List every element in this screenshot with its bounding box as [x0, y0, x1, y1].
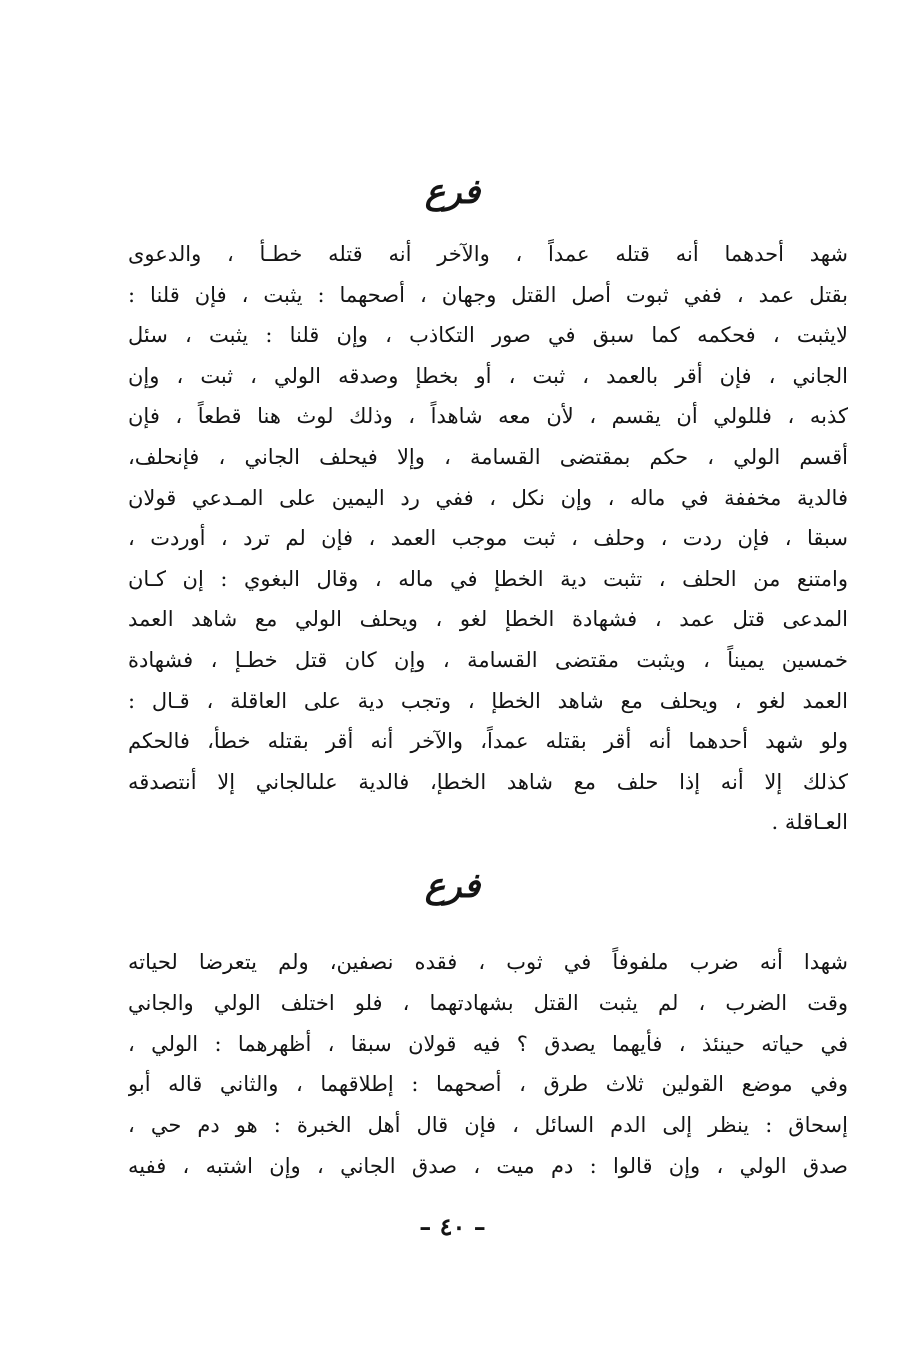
section-2-line: وفي موضع القولين ثلاث طرق ، أصحهما : إطلاقهما ، والثاني قاله أبو: [128, 1072, 848, 1097]
section-1-line: شهد أحدهما أنه قتله عمداً ، والآخر أنه قتله خطـأ ، والدعوى: [128, 242, 848, 266]
section-1-line: أقسم الولي ، حكم بمقتضى القسامة ، وإلا فيحلف الجاني ، فإنحلف،: [128, 444, 848, 469]
section-2-line: في حياته حينئذ ، فأيهما يصدق ؟ فيه قولان سبقا ، أظهرهما : الولي ،: [128, 1031, 848, 1056]
section-1-line: بقتل عمد ، ففي ثبوت أصل القتل وجهان ، أصحهما : يثبت ، فإن قلنا :: [128, 282, 848, 307]
section-1-line: لايثبت ، فحكمه كما سبق في صور التكاذب ، وإن قلنا : يثبت ، سئل: [128, 323, 848, 348]
section-1-line: خمسين يميناً ، ويثبت مقتضى القسامة ، وإن كان قتل خطـإ ، فشهادة: [128, 647, 848, 672]
section-2-heading: فرع: [424, 866, 481, 906]
section-1-line: وامتنع من الحلف ، تثبت دية الخطإ في ماله ، وقال البغوي : إن كـان: [128, 566, 848, 591]
section-1-line: الجاني ، فإن أقر بالعمد ، ثبت ، أو بخطإ وصدقه الولي ، ثبت ، وإن: [128, 363, 848, 388]
section-1-line: ولو شهد أحدهما أنه أقر بقتله عمداً، والآخر أنه أقر بقتله خطأ، فالحكم: [128, 729, 848, 754]
section-1-line: كذبه ، فللولي أن يقسم ، لأن معه شاهداً ، وذلك لوث هنا قطعاً ، فإن: [128, 404, 848, 429]
section-1-line: فالدية مخففة في ماله ، وإن نكل ، ففي رد اليمين على المـدعي قولان: [128, 485, 848, 510]
section-1-line: العمد لغو ، ويحلف مع شاهد الخطإ ، وتجب دية على العاقلة ، قـال :: [128, 688, 848, 713]
section-1-line: سبقا ، فإن ردت ، وحلف ، ثبت موجب العمد ، فإن لم ترد ، أوردت ،: [128, 526, 848, 551]
section-1-heading: فرع: [424, 172, 481, 212]
section-1-line: العـاقلة .: [771, 810, 848, 835]
section-2-line: صدق الولي ، وإن قالوا : دم ميت ، صدق الجاني ، وإن اشتبه ، ففيه: [128, 1153, 848, 1178]
section-1-line: كذلك إلا أنه إذا حلف مع شاهد الخطإ، فالدية علىالجاني إلا أنتصدقه: [128, 769, 848, 794]
section-1-line: المدعى قتل عمد ، فشهادة الخطإ لغو ، ويحلف الولي مع شاهد العمد: [128, 607, 848, 632]
section-2-line: إسحاق : ينظر إلى الدم السائل ، فإن قال أهل الخبرة : هو دم حي ،: [128, 1113, 848, 1138]
page-number: – ٤٠ –: [419, 1212, 486, 1241]
section-2-line: وقت الضرب ، لم يثبت القتل بشهادتهما ، فلو اختلف الولي والجاني: [128, 990, 848, 1015]
section-2-body: [128, 942, 848, 1187]
section-2-line: شهدا أنه ضرب ملفوفاً في ثوب ، فقده نصفين، ولم يتعرضا لحياته: [128, 950, 848, 974]
section-1-body: [128, 234, 848, 843]
